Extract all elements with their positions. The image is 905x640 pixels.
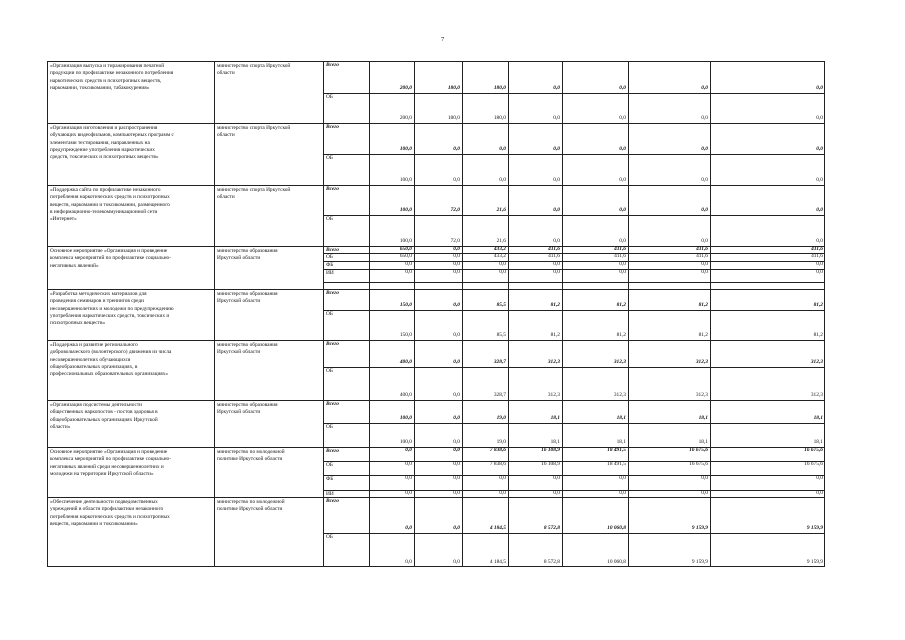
amount-cell: 9 159,9 [691, 559, 708, 565]
funding-source-label: ОБ [326, 155, 333, 161]
amount-cell: 18 491,5 [607, 461, 626, 467]
amount-cell: 0,0 [553, 207, 560, 213]
responsible-executor: Иркутской области [217, 349, 261, 356]
activity-description: комплекса мероприятий по профилактике социально- [50, 255, 171, 262]
amount-cell: 18 491,5 [607, 447, 626, 453]
responsible-executor: области [217, 194, 235, 201]
funding-source-label: Всего [326, 247, 339, 253]
responsible-executor: Иркутской области [217, 298, 261, 305]
responsible-executor: области [217, 132, 235, 139]
amount-cell: 18,1 [813, 415, 823, 421]
grid-line-horizontal [323, 154, 825, 155]
amount-cell: 72,0 [450, 207, 460, 213]
amount-cell: 312,3 [547, 392, 560, 398]
amount-cell: 81,2 [616, 302, 626, 308]
grid-line-horizontal [47, 340, 825, 341]
grid-line-vertical [824, 61, 825, 567]
activity-description: негативных явлений среди несовершеннолетних и [50, 463, 164, 470]
responsible-executor: министерство спорта Иркутской [217, 125, 291, 131]
activity-description: общественных наркопостов - постов здоровья в [50, 409, 158, 416]
amount-cell: 0,0 [619, 269, 626, 275]
activity-description: элементами тестирования, направленных на [50, 139, 150, 146]
amount-cell: 0,0 [553, 146, 560, 152]
amount-cell: 21,6 [496, 207, 506, 213]
amount-cell: 72,0 [450, 238, 460, 244]
funding-source-label: ОБ [326, 424, 333, 430]
amount-cell: 0,0 [701, 475, 708, 481]
amount-cell: 411,6 [614, 253, 626, 259]
funding-source-label: ОБ [326, 254, 333, 260]
amount-cell: 81,2 [616, 332, 626, 338]
activity-description: негативных явлений» [50, 262, 99, 269]
amount-cell: 81,2 [550, 302, 560, 308]
responsible-executor: Иркутской области [217, 409, 261, 416]
amount-cell: 0,0 [553, 475, 560, 481]
amount-cell: 16 108,9 [541, 447, 560, 453]
activity-description: «Обеспечение деятельности подведомственных [50, 499, 158, 505]
amount-cell: 0,0 [553, 85, 560, 91]
amount-cell: 100,0 [399, 177, 412, 183]
grid-line-horizontal [47, 185, 825, 186]
amount-cell: 0,0 [499, 269, 506, 275]
activity-description: общеобразовательных организациях Иркутской [50, 416, 158, 423]
amount-cell: 0,0 [619, 85, 626, 91]
amount-cell: 200,0 [399, 85, 412, 91]
amount-cell: 100,0 [399, 439, 412, 445]
activity-description: добровольческого (волонтерского) движения из числа [50, 349, 172, 356]
activity-description: «Организация подсистемы деятельности [50, 402, 142, 408]
amount-cell: 411,6 [811, 253, 823, 259]
amount-cell: 85,5 [496, 332, 506, 338]
funding-source-label: Всего [326, 341, 339, 347]
amount-cell: 328,7 [493, 359, 506, 365]
amount-cell: 180,0 [447, 85, 460, 91]
grid-line-horizontal [323, 310, 825, 311]
amount-cell: 411,6 [548, 246, 560, 252]
amount-cell: 0,0 [701, 207, 708, 213]
amount-cell: 433,2 [493, 246, 506, 252]
grid-line-horizontal [47, 497, 825, 498]
grid-line-horizontal [323, 423, 825, 424]
amount-cell: 0,0 [619, 475, 626, 481]
amount-cell: 0,0 [619, 238, 626, 244]
amount-cell: 0,0 [553, 490, 560, 496]
grid-line-vertical [323, 61, 324, 567]
amount-cell: 0,0 [499, 146, 506, 152]
activity-description: потребления наркотических средств и психотропных [50, 194, 170, 201]
activity-description: обучающих видеофильмов, компьютерных программ с [50, 132, 174, 139]
activity-description: профессиональных образовательных организациях» [50, 371, 169, 378]
funding-source-label: ОБ [326, 94, 333, 100]
grid-line-horizontal [47, 566, 825, 567]
funding-source-label: ФБ [326, 262, 334, 268]
activity-description: наркомании, токсикомании, табакокурения» [50, 84, 150, 91]
funding-source-label: ОБ [326, 534, 333, 540]
amount-cell: 400,0 [399, 359, 412, 365]
amount-cell: 0,0 [816, 269, 823, 275]
funding-source-label: Всего [326, 498, 339, 504]
grid-line-horizontal [47, 123, 825, 124]
amount-cell: 0,0 [553, 115, 560, 121]
amount-cell: 0,0 [405, 447, 412, 453]
amount-cell: 81,2 [550, 332, 560, 338]
amount-cell: 433,2 [493, 253, 506, 259]
amount-cell: 0,0 [453, 253, 460, 259]
amount-cell: 180,0 [493, 85, 506, 91]
amount-cell: 0,0 [816, 146, 823, 152]
responsible-executor: области [217, 70, 235, 77]
amount-cell: 18,1 [550, 415, 560, 421]
amount-cell: 312,3 [810, 359, 823, 365]
amount-cell: 180,0 [493, 115, 506, 121]
responsible-executor: министерство спорта Иркутской [217, 187, 291, 193]
amount-cell: 8 572,8 [543, 559, 560, 565]
funding-source-label: ФБ [326, 476, 334, 482]
activity-description: предупреждение употребления наркотических [50, 146, 155, 153]
amount-cell: 0,0 [816, 238, 823, 244]
amount-cell: 0,0 [701, 490, 708, 496]
responsible-executor: министерство образования [217, 248, 278, 254]
amount-cell: 0,0 [453, 246, 460, 252]
funding-source-label: ИИ [326, 270, 334, 276]
amount-cell: 0,0 [816, 475, 823, 481]
responsible-executor: Иркутской области [217, 255, 261, 262]
amount-cell: 0,0 [701, 261, 708, 267]
amount-cell: 0,0 [453, 525, 460, 531]
amount-cell: 0,0 [619, 177, 626, 183]
amount-cell: 312,3 [695, 392, 708, 398]
amount-cell: 81,2 [813, 332, 823, 338]
grid-line-horizontal [47, 61, 825, 62]
amount-cell: 0,0 [453, 490, 460, 496]
amount-cell: 16 675,6 [804, 447, 823, 453]
amount-cell: 0,0 [405, 525, 412, 531]
amount-cell: 21,6 [496, 238, 506, 244]
amount-cell: 0,0 [453, 146, 460, 152]
amount-cell: 0,0 [453, 475, 460, 481]
grid-line-horizontal [323, 367, 825, 368]
amount-cell: 312,3 [810, 392, 823, 398]
activity-description: области» [50, 423, 71, 430]
responsible-executor: министерство по молодежной [217, 499, 285, 505]
amount-cell: 0,0 [453, 269, 460, 275]
amount-cell: 411,6 [696, 246, 708, 252]
activity-description: «Поддержка сайта по профилактике незаконного [50, 187, 161, 193]
amount-cell: 312,3 [613, 392, 626, 398]
amount-cell: 0,0 [499, 177, 506, 183]
grid-line-horizontal [47, 400, 825, 401]
amount-cell: 16 108,9 [541, 461, 560, 467]
amount-cell: 0,0 [619, 146, 626, 152]
funding-source-label: Всего [326, 62, 339, 68]
page-number: 7 [441, 36, 445, 43]
amount-cell: 18,1 [698, 415, 708, 421]
amount-cell: 0,0 [405, 269, 412, 275]
amount-cell: 0,0 [453, 332, 460, 338]
amount-cell: 85,5 [496, 302, 506, 308]
amount-cell: 0,0 [453, 261, 460, 267]
amount-cell: 19,0 [496, 415, 506, 421]
amount-cell: 0,0 [553, 261, 560, 267]
activity-description: «Организация изготовления и распространения [50, 125, 158, 131]
amount-cell: 18,1 [616, 415, 626, 421]
funding-source-label: ОБ [326, 462, 333, 468]
responsible-executor: министерство образования [217, 342, 278, 348]
activity-description: несовершеннолетних и молодежи по предупреждению [50, 305, 174, 312]
responsible-executor: министерство образования [217, 402, 278, 408]
amount-cell: 0,0 [816, 85, 823, 91]
funding-source-label: Всего [326, 448, 339, 454]
activity-description: «Разработка методических материалов для [50, 291, 147, 297]
amount-cell: 312,3 [613, 359, 626, 365]
amount-cell: 0,0 [499, 475, 506, 481]
amount-cell: 18,1 [616, 439, 626, 445]
amount-cell: 4 184,5 [489, 525, 506, 531]
amount-cell: 7 838,6 [489, 461, 506, 467]
activity-description: продукции по профилактике незаконного потребления [50, 70, 174, 77]
amount-cell: 411,6 [696, 253, 708, 259]
amount-cell: 0,0 [453, 447, 460, 453]
amount-cell: 0,0 [405, 490, 412, 496]
activity-description: психотропных веществ» [50, 320, 106, 327]
amount-cell: 19,0 [496, 439, 506, 445]
responsible-executor: министерство спорта Иркутской [217, 63, 291, 69]
amount-cell: 411,6 [811, 246, 823, 252]
amount-cell: 10 060,8 [607, 525, 626, 531]
amount-cell: 16 675,6 [689, 461, 708, 467]
amount-cell: 312,3 [695, 359, 708, 365]
activity-description: несовершеннолетних обучающихся [50, 356, 131, 363]
amount-cell: 0,0 [453, 392, 460, 398]
amount-cell: 0,0 [405, 475, 412, 481]
amount-cell: 411,6 [548, 253, 560, 259]
amount-cell: 312,3 [547, 359, 560, 365]
amount-cell: 0,0 [816, 115, 823, 121]
funding-source-label: Всего [326, 290, 339, 296]
amount-cell: 0,0 [499, 490, 506, 496]
activity-description: употребления наркотических средств, токсических и [50, 312, 170, 319]
activity-description: комплекса мероприятий по профилактике социально- [50, 456, 171, 463]
amount-cell: 650,0 [399, 253, 412, 259]
amount-cell: 4 184,5 [489, 559, 506, 565]
amount-cell: 0,0 [619, 115, 626, 121]
amount-cell: 18,1 [550, 439, 560, 445]
amount-cell: 400,0 [399, 392, 412, 398]
amount-cell: 18,1 [813, 439, 823, 445]
amount-cell: 16 675,6 [689, 447, 708, 453]
grid-line-vertical [47, 61, 48, 567]
amount-cell: 81,2 [698, 332, 708, 338]
amount-cell: 0,0 [701, 115, 708, 121]
activity-description: проведения семинаров и тренингов среди [50, 298, 144, 305]
amount-cell: 0,0 [619, 490, 626, 496]
amount-cell: 0,0 [553, 238, 560, 244]
activity-description: потребления наркотических средств и психотропных [50, 513, 170, 520]
amount-cell: 0,0 [405, 261, 412, 267]
activity-description: в информационно-телекоммуникационной сети [50, 208, 158, 215]
funding-source-label: Всего [326, 124, 339, 130]
amount-cell: 0,0 [701, 146, 708, 152]
activity-description: Основное мероприятие «Организация и проведение [50, 449, 168, 455]
amount-cell: 0,0 [453, 302, 460, 308]
amount-cell: 150,0 [399, 332, 412, 338]
amount-cell: 100,0 [399, 238, 412, 244]
amount-cell: 0,0 [453, 439, 460, 445]
activity-description: молодежи на территории Иркутской области» [50, 470, 154, 477]
funding-source-label: ОБ [326, 368, 333, 374]
amount-cell: 0,0 [405, 461, 412, 467]
responsible-executor: политике Иркутской области [217, 506, 283, 513]
amount-cell: 8 572,8 [543, 525, 560, 531]
amount-cell: 0,0 [816, 261, 823, 267]
grid-line-horizontal [323, 533, 825, 534]
amount-cell: 180,0 [447, 115, 460, 121]
amount-cell: 0,0 [619, 261, 626, 267]
activity-description: средств, токсических и психотропных веществ» [50, 154, 159, 161]
amount-cell: 0,0 [816, 177, 823, 183]
grid-line-vertical [214, 61, 215, 567]
amount-cell: 0,0 [453, 415, 460, 421]
amount-cell: 0,0 [453, 461, 460, 467]
amount-cell: 0,0 [701, 238, 708, 244]
amount-cell: 9 159,9 [691, 525, 708, 531]
amount-cell: 0,0 [553, 269, 560, 275]
activity-description: Основное мероприятие «Организация и проведение [50, 248, 168, 254]
amount-cell: 9 159,9 [806, 525, 823, 531]
amount-cell: 10 060,8 [607, 559, 626, 565]
amount-cell: 0,0 [619, 207, 626, 213]
amount-cell: 100,0 [399, 415, 412, 421]
amount-cell: 200,0 [399, 115, 412, 121]
grid-line-horizontal [47, 289, 825, 290]
responsible-executor: министерство по молодежной [217, 449, 285, 455]
amount-cell: 100,0 [399, 146, 412, 152]
funding-source-label: ОБ [326, 216, 333, 222]
amount-cell: 328,7 [493, 392, 506, 398]
amount-cell: 16 675,6 [804, 461, 823, 467]
amount-cell: 0,0 [453, 359, 460, 365]
amount-cell: 411,6 [614, 246, 626, 252]
responsible-executor: министерство образования [217, 291, 278, 297]
amount-cell: 0,0 [553, 177, 560, 183]
amount-cell: 0,0 [816, 207, 823, 213]
activity-description: «Интернет» [50, 216, 77, 223]
activity-description: «Поддержка и развитие регионального [50, 342, 138, 348]
activity-description: веществ, наркомании и токсикомании, размещенного [50, 201, 170, 208]
funding-source-label: Всего [326, 401, 339, 407]
grid-line-horizontal [323, 215, 825, 216]
grid-line-horizontal [323, 282, 825, 283]
amount-cell: 18,1 [698, 439, 708, 445]
activity-description: общеобразовательных организациях, в [50, 363, 138, 370]
activity-description: наркотических средств и психотропных веществ, [50, 77, 162, 84]
amount-cell: 0,0 [701, 177, 708, 183]
amount-cell: 0,0 [453, 559, 460, 565]
activity-description: веществ, наркомании и токсикомании» [50, 520, 138, 527]
amount-cell: 9 159,9 [806, 559, 823, 565]
amount-cell: 0,0 [453, 177, 460, 183]
activity-description: учреждений в области профилактики незаконного [50, 506, 164, 513]
amount-cell: 0,0 [701, 85, 708, 91]
amount-cell: 0,0 [816, 490, 823, 496]
funding-source-label: Всего [326, 186, 339, 192]
amount-cell: 650,0 [399, 246, 412, 252]
amount-cell: 0,0 [499, 261, 506, 267]
grid-line-horizontal [323, 93, 825, 94]
responsible-executor: политике Иркутской области [217, 456, 283, 463]
amount-cell: 100,0 [399, 207, 412, 213]
amount-cell: 0,0 [405, 559, 412, 565]
amount-cell: 81,2 [698, 302, 708, 308]
funding-source-label: ИИ [326, 491, 334, 497]
funding-source-label: ОБ [326, 311, 333, 317]
amount-cell: 150,0 [399, 302, 412, 308]
amount-cell: 7 838,6 [489, 447, 506, 453]
budget-table [47, 61, 825, 567]
amount-cell: 81,2 [813, 302, 823, 308]
amount-cell: 0,0 [701, 269, 708, 275]
activity-description: «Организация выпуска и тиражирования печатной [50, 63, 165, 69]
